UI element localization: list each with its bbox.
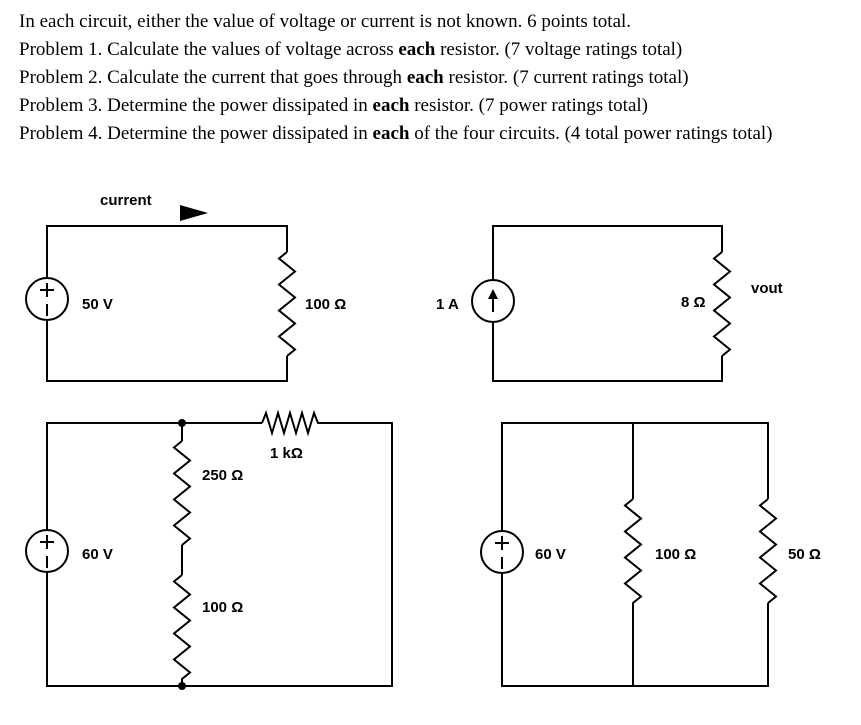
- circuit1-resistor-zigzag: [279, 252, 295, 356]
- circuit2-current-source: [472, 280, 514, 322]
- problem-2: Problem 2. Calculate the current that goes through each resistor. (7 current ratings total): [19, 67, 689, 88]
- circuit3-junction-top: [178, 419, 186, 427]
- circuit3-resistor-100-zigzag: [174, 575, 190, 686]
- circuit4-source-label: 60 V: [535, 546, 566, 563]
- circuit4-resistor-mid-label: 100 Ω: [655, 546, 697, 563]
- circuit2-wire-top: [493, 226, 722, 280]
- circuit2-source-label: 1 A: [436, 296, 459, 313]
- circuit3-resistor-1k-zigzag: [262, 413, 322, 433]
- circuit4-resistor-50-zigzag: [760, 499, 776, 603]
- circuit-2: [436, 226, 783, 381]
- circuit-1: [26, 192, 346, 381]
- circuit1-current-label: current: [100, 192, 152, 209]
- problem-1: Problem 1. Calculate the values of voltage across each resistor. (7 voltage ratings total): [19, 39, 683, 60]
- circuit4-wire-bottom: [502, 573, 768, 686]
- circuit-4: [481, 423, 821, 686]
- circuit2-wire-bottom: [493, 322, 722, 381]
- current-arrow-icon: [180, 205, 208, 221]
- circuit3-junction-bottom: [178, 682, 186, 690]
- circuit3-voltage-source: [26, 530, 68, 572]
- instructions-intro: In each circuit, either the value of voltage or current is not known. 6 points total.: [19, 11, 632, 32]
- circuit-3: [26, 413, 392, 690]
- circuit1-resistor-label: 100 Ω: [305, 296, 347, 313]
- circuit2-resistor-label: 8 Ω: [681, 294, 706, 311]
- circuit4-voltage-source: [481, 531, 523, 573]
- circuit4-resistor-100-zigzag: [625, 499, 641, 686]
- circuit2-output-label: vout: [751, 280, 783, 297]
- circuit1-source-label: 50 V: [82, 296, 113, 313]
- circuit4-resistor-right-label: 50 Ω: [788, 546, 821, 563]
- circuit1-wire-bottom: [47, 320, 287, 381]
- circuit1-voltage-source: [26, 278, 68, 320]
- problem-3: Problem 3. Determine the power dissipated in each resistor. (7 power ratings total): [19, 95, 648, 116]
- circuit3-resistor-top-label: 1 kΩ: [270, 445, 303, 462]
- circuit2-resistor-zigzag: [714, 252, 730, 356]
- circuit1-wire: [47, 226, 287, 278]
- problem-4: Problem 4. Determine the power dissipated in each of the four circuits. (4 total power ratings total): [19, 123, 773, 144]
- circuit3-resistor-lower-label: 100 Ω: [202, 599, 244, 616]
- circuit3-source-label: 60 V: [82, 546, 113, 563]
- circuit3-resistor-250-zigzag: [174, 441, 190, 545]
- circuit3-resistor-upper-label: 250 Ω: [202, 467, 244, 484]
